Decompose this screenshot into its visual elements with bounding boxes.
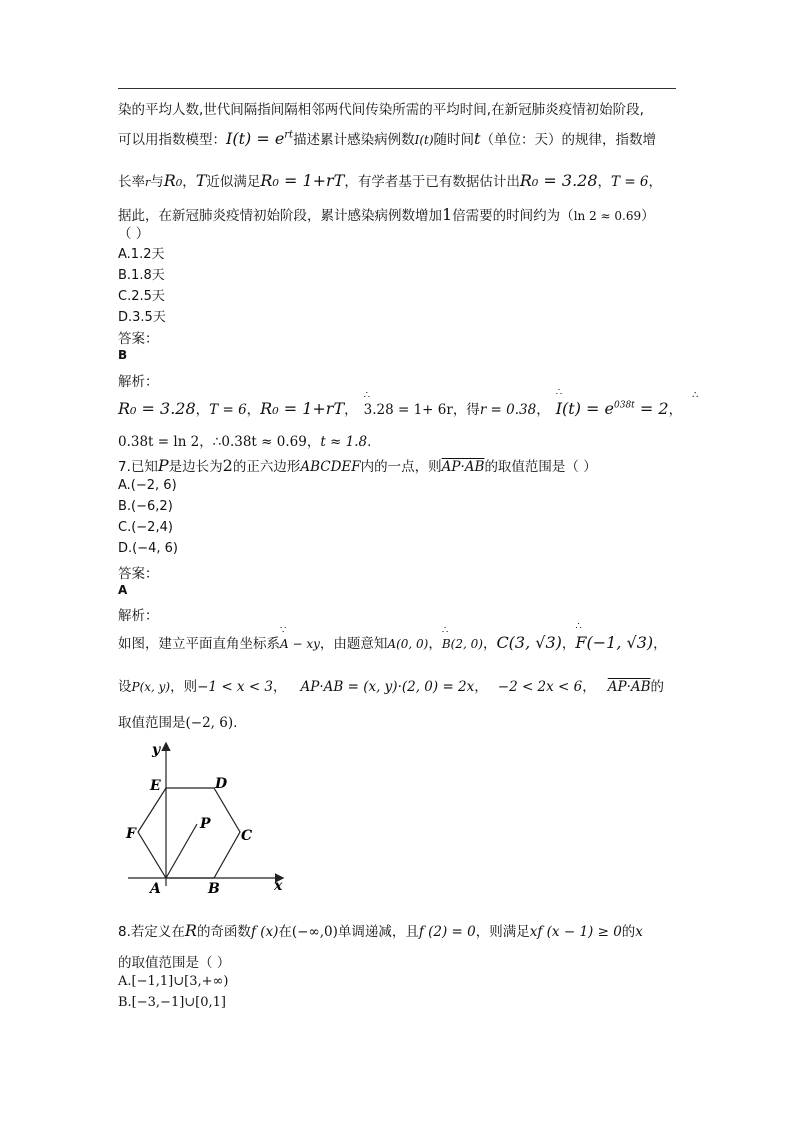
- formula: −1 < x < 3: [197, 679, 274, 695]
- formula: R₀ = 3.28: [519, 171, 598, 190]
- hexagon-figure: [110, 738, 290, 898]
- label-x: x: [274, 878, 283, 894]
- label-d: D: [215, 776, 228, 792]
- formula: (−2, 6): [185, 715, 234, 731]
- formula: t: [474, 129, 481, 148]
- q8-stem-line2: 的取值范围是（ ）: [118, 955, 231, 971]
- text: ，由题意知: [319, 636, 388, 652]
- q6-line2: [118, 128, 656, 148]
- q6-line3: [118, 170, 662, 190]
- formula: ln 2 ≈ 0.69: [573, 209, 642, 223]
- formula: R₀ = 3.28: [118, 399, 196, 418]
- text: ，: [561, 636, 576, 652]
- q7-solution-line3: [118, 711, 237, 731]
- hexagon: [138, 788, 240, 878]
- text: ，有学者基于已有数据估计出: [344, 174, 520, 190]
- formula: 1: [442, 205, 453, 224]
- formula: T: [195, 171, 207, 190]
- option-a: A.[−1,1]∪[3,+∞): [118, 974, 229, 989]
- formula: A(0, 0): [387, 637, 429, 651]
- text: 如图，建立平面直角坐标系: [118, 636, 280, 652]
- option-a: A.1.2天: [118, 247, 165, 262]
- text: ，: [653, 636, 667, 652]
- text: 描述累计感染病例数: [293, 132, 415, 148]
- formula: f (x): [250, 924, 279, 940]
- answer-blank: （ ）: [118, 226, 150, 242]
- q6-line4: [118, 204, 655, 224]
- option-b: B.1.8天: [118, 268, 165, 283]
- text: ，: [273, 679, 287, 695]
- answer-label: 答案：: [118, 566, 159, 582]
- text: 取值范围是: [118, 715, 186, 731]
- formula: ∴ B(2, 0): [442, 637, 483, 651]
- q6-solution-line2: [118, 430, 371, 450]
- text: .: [367, 434, 372, 450]
- text: 的取值范围是（ ）: [484, 459, 597, 475]
- label-f: F: [126, 826, 136, 842]
- text: 倍需要的时间约为（: [452, 208, 574, 224]
- text: ，: [344, 402, 358, 418]
- q7-stem: [118, 455, 597, 475]
- option-c: C.(−2,4): [118, 520, 173, 535]
- q6-solution-line1: [118, 398, 692, 418]
- text: ，: [474, 679, 488, 695]
- option-d: D.(−4, 6): [118, 541, 178, 556]
- analysis-label: 解析：: [118, 374, 159, 390]
- text: ，: [648, 174, 663, 190]
- text: ，: [536, 402, 550, 418]
- label-c: C: [241, 828, 253, 844]
- text: 随时间: [433, 132, 475, 148]
- label-e: E: [150, 778, 161, 794]
- formula: xf (x − 1) ≥ 0: [529, 924, 622, 940]
- text: 的: [621, 924, 636, 940]
- formula: I(t): [414, 133, 434, 147]
- text: ，则: [170, 679, 198, 695]
- formula: $I(t) = e^{rt}$: [226, 129, 294, 148]
- text: 与: [150, 174, 164, 190]
- label-y: y: [152, 742, 161, 758]
- formula: f (2) = 0: [418, 924, 476, 940]
- text: ，则满足: [475, 924, 530, 940]
- text: 的正六边形: [232, 459, 301, 475]
- formula: (−∞,0): [291, 924, 338, 940]
- text: .: [233, 715, 238, 731]
- formula: x: [635, 924, 643, 940]
- q8-stem: [118, 920, 643, 940]
- text: 的: [650, 679, 665, 695]
- text: ）: [641, 208, 655, 224]
- q7-solution-line2: [118, 675, 664, 695]
- text: 8.若定义在: [118, 924, 185, 940]
- formula: P: [157, 456, 169, 475]
- label-p: P: [200, 816, 211, 832]
- formula: ∴ F(−1, √3): [575, 633, 653, 652]
- text: 染的平均人数,世代间隔指间隔相邻两代间传染所需的平均时间,在新冠肺炎疫情初始阶段,: [118, 102, 644, 118]
- text: ，: [246, 402, 261, 418]
- formula: AP·AB = (x, y)·(2, 0) = 2x: [300, 679, 475, 695]
- option-b: B.[−3,−1]∪[0,1]: [118, 995, 226, 1010]
- text: 近似满足: [206, 174, 261, 190]
- text: 是边长为: [168, 459, 223, 475]
- segment-ap: [166, 824, 197, 878]
- text: 内的一点，则: [360, 459, 442, 475]
- formula: AP·AB: [607, 679, 651, 695]
- formula: t ≈ 1.8: [320, 434, 368, 450]
- formula: AP·AB: [441, 459, 485, 475]
- text: （单位：天）的规律，指数增: [480, 132, 656, 148]
- header-rule: [118, 88, 676, 89]
- formula: 0.38t ≈ 0.69: [221, 434, 307, 450]
- label-b: B: [208, 881, 220, 897]
- answer-value: B: [118, 348, 128, 362]
- formula: ∴ $I(t) = e^{038t} = 2$: [556, 399, 669, 418]
- formula: T = 6: [611, 174, 649, 190]
- text: 据此，在新冠肺炎疫情初始阶段，累计感染病例数增加: [118, 208, 442, 224]
- formula: 2: [222, 456, 233, 475]
- text: 单调递减，且: [337, 924, 419, 940]
- text: 可以用指数模型：: [118, 132, 226, 148]
- q6-line1: [118, 98, 644, 118]
- option-c: C.2.5天: [118, 289, 165, 304]
- option-d: D.3.5天: [118, 310, 166, 325]
- answer-label: 答案：: [118, 331, 159, 347]
- text: ，: [668, 402, 683, 418]
- option-a: A.(−2, 6): [118, 478, 177, 493]
- formula: R₀: [163, 171, 183, 190]
- formula: ∴ 3.28 = 1+ 6r: [364, 402, 453, 418]
- text: ，: [182, 174, 196, 190]
- formula: r = 0.38: [479, 402, 537, 418]
- text: ，得: [452, 402, 480, 418]
- text: ，: [582, 679, 596, 695]
- formula: ∵ A − xy: [280, 637, 320, 651]
- formula: r: [145, 176, 151, 189]
- text: ，: [482, 636, 497, 652]
- label-a: A: [150, 881, 161, 897]
- formula: ABCDEF: [300, 459, 361, 475]
- formula: R₀ = 1+rT: [260, 399, 345, 418]
- option-b: B.(−6,2): [118, 499, 173, 514]
- q7-solution-line1: [118, 632, 667, 652]
- answer-value: A: [118, 583, 128, 597]
- text: 设: [118, 679, 132, 695]
- text: ，: [306, 434, 321, 450]
- analysis-label: 解析：: [118, 608, 159, 624]
- formula: P(x, y): [131, 680, 171, 694]
- text: 在: [278, 924, 292, 940]
- formula: R₀ = 1+rT: [260, 171, 345, 190]
- text: ，: [195, 402, 210, 418]
- text: ，: [597, 174, 612, 190]
- formula: R: [184, 921, 197, 940]
- text: 的奇函数: [196, 924, 251, 940]
- formula: −2 < 2x < 6: [497, 679, 583, 695]
- text: ，: [428, 636, 442, 652]
- formula: C(3, √3): [496, 633, 562, 652]
- text: ，∴: [199, 434, 222, 450]
- formula: 0.38t = ln 2: [118, 434, 200, 450]
- formula: T = 6: [209, 402, 247, 418]
- text: 7.已知: [118, 459, 158, 475]
- text: 长率: [118, 174, 145, 190]
